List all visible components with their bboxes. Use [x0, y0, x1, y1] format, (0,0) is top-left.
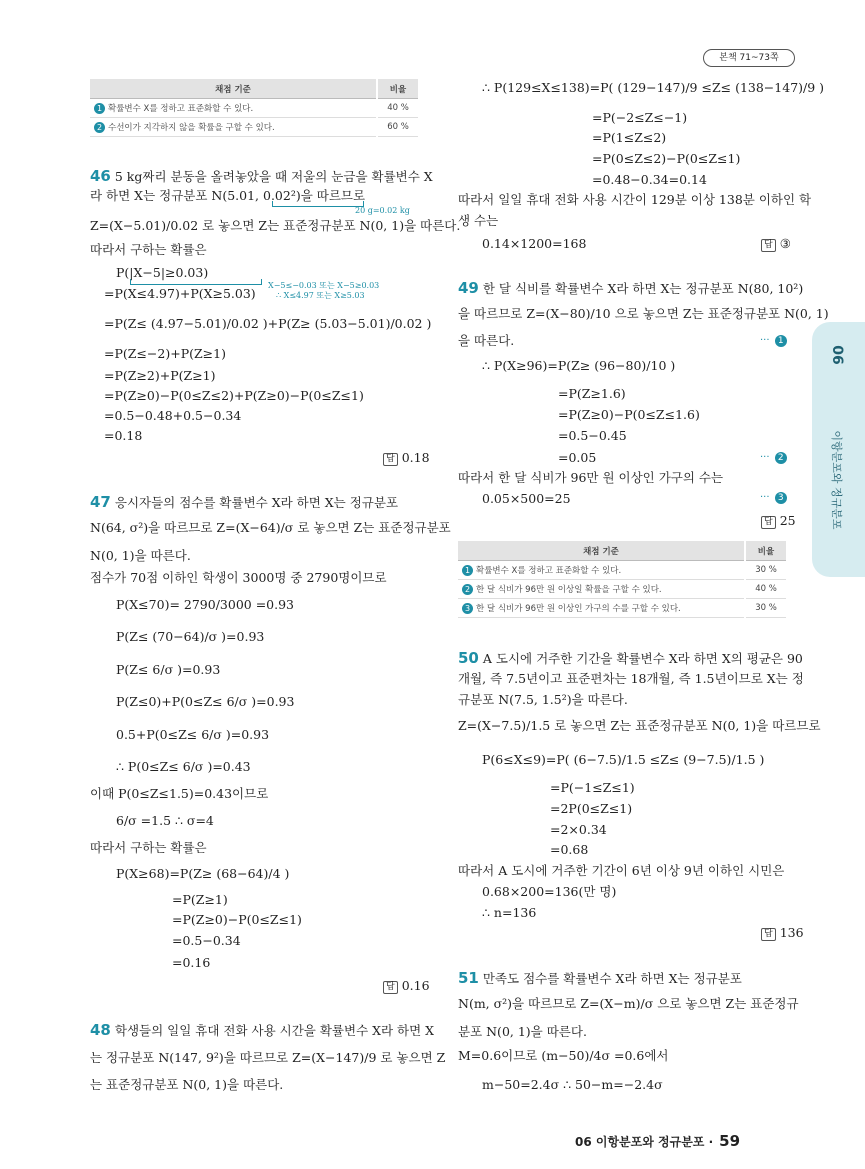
equation: =0.18 — [104, 428, 143, 443]
equation: P(6≤X≤9)=P( (6−7.5)/1.5 ≤Z≤ (9−7.5)/1.5 ) — [482, 752, 765, 767]
equation: =0.16 — [172, 955, 211, 970]
equation: ∴ P(X≥96)=P(Z≥ (96−80)/10 ) — [482, 358, 676, 373]
problem-46-line: Z=(X−5.01)/0.02 로 놓으면 Z는 표준정규분포 N(0, 1)을 따른다. — [90, 218, 461, 233]
table-row: 3 한 달 식비가 96만 원 이상인 가구의 수를 구할 수 있다. — [458, 599, 745, 618]
problem-47-line: 점수가 70점 이하인 학생이 3000명 중 2790명이므로 — [90, 570, 387, 585]
table-row: 2 한 달 식비가 96만 원 이상일 확률을 구할 수 있다. — [458, 580, 745, 599]
equation: 6/σ =1.5 ∴ σ=4 — [116, 813, 214, 828]
table-row: 1 확률변수 X를 정하고 표준화할 수 있다. — [90, 99, 377, 118]
answer-49: 답 25 — [761, 513, 796, 529]
equation: =P(X≤4.97)+P(X≥5.03) — [104, 286, 256, 301]
table-header: 채점 기준 — [458, 541, 745, 561]
equation: ∴ n=136 — [482, 905, 537, 920]
problem-49-line: 을 따르므로 Z=(X−80)/10 으로 놓으면 Z는 표준정규분포 N(0, 1) — [458, 306, 829, 321]
problem-49-line: 을 따른다. — [458, 333, 515, 348]
equation: ∴ P(0≤Z≤ 6/σ )=0.43 — [116, 759, 251, 774]
page-number: 59 — [719, 1132, 741, 1150]
problem-50-line: Z=(X−7.5)/1.5 로 놓으면 Z는 표준정규분포 N(0, 1)을 따르므로 — [458, 718, 821, 733]
equation: =0.5−0.45 — [558, 428, 627, 443]
problem-48-line: 48 학생들의 일일 휴대 전화 사용 시간을 확률변수 X라 하면 X — [90, 1021, 435, 1039]
answer-47: 답 0.16 — [383, 978, 430, 994]
underline-mark — [130, 279, 262, 285]
problem-48-line: 따라서 일일 휴대 전화 사용 시간이 129분 이상 138분 이하인 학 — [458, 192, 812, 207]
problem-46-line: 46 5 kg짜리 분동을 올려놓았을 때 저울의 눈금을 확률변수 X — [90, 167, 433, 185]
equation: 0.68×200=136(만 명) — [482, 884, 617, 899]
problem-46-line: 따라서 구하는 확률은 — [90, 242, 207, 257]
problem-48-line: 생 수는 — [458, 213, 499, 228]
equation: =P(−1≤Z≤1) — [550, 780, 635, 795]
equation: P(|X−5|≥0.03) — [116, 265, 209, 280]
equation: =P(Z≤−2)+P(Z≥1) — [104, 346, 226, 361]
table-header: 비율 — [377, 79, 418, 99]
equation: =P(Z≥2)+P(Z≥1) — [104, 368, 216, 383]
problem-47-line: N(64, σ²)을 따르므로 Z=(X−64)/σ 로 놓으면 Z는 표준정규분포 — [90, 520, 451, 535]
table-cell: 40 % — [745, 580, 786, 599]
grading-table-2 — [458, 541, 786, 618]
equation: =0.05 — [558, 450, 597, 465]
equation: =P(−2≤Z≤−1) — [592, 110, 688, 125]
equation: =0.68 — [550, 842, 589, 857]
annotation: X−5≤−0.03 또는 X−5≥0.03 — [268, 281, 380, 290]
page-footer: 06 이항분포와 정규분포 · 59 — [575, 1132, 741, 1150]
equation: =0.5−0.48+0.5−0.34 — [104, 408, 242, 423]
table-cell: 30 % — [745, 561, 786, 580]
equation: m−50=2.4σ ∴ 50−m=−2.4σ — [482, 1077, 663, 1092]
equation: 0.5+P(0≤Z≤ 6/σ )=0.93 — [116, 727, 270, 742]
equation: =P(0≤Z≤2)−P(0≤Z≤1) — [592, 151, 741, 166]
chapter-side-tab — [812, 322, 865, 577]
problem-50-line: 50 A 도시에 거주한 기간을 확률변수 X라 하면 X의 평균은 90 — [458, 649, 803, 667]
problem-49-line: 따라서 한 달 식비가 96만 원 이상인 가구의 수는 — [458, 470, 724, 485]
table-cell: 40 % — [377, 99, 418, 118]
answer-50: 답 136 — [761, 925, 804, 941]
equation: P(Z≤ 6/σ )=0.93 — [116, 662, 221, 677]
problem-51-line: N(m, σ²)을 따르므로 Z=(X−m)/σ 으로 놓으면 Z는 표준정규 — [458, 996, 799, 1011]
equation: =2×0.34 — [550, 822, 607, 837]
table-cell: 30 % — [745, 599, 786, 618]
equation: P(X≤70)= 2790/3000 =0.93 — [116, 597, 295, 612]
underline-mark — [272, 201, 364, 207]
footer-chapter: 06 이항분포와 정규분포 — [575, 1135, 705, 1149]
problem-51-line: 분포 N(0, 1)을 따른다. — [458, 1024, 587, 1039]
equation: ∴ P(129≤X≤138)=P( (129−147)/9 ≤Z≤ (138−147)/9 ) — [482, 80, 825, 95]
problem-47-line: 이때 P(0≤Z≤1.5)=0.43이므로 — [90, 786, 269, 801]
grading-table-1 — [90, 79, 418, 137]
equation: =P(Z≤ (4.97−5.01)/0.02 )+P(Z≥ (5.03−5.01)/0.02 ) — [104, 316, 432, 331]
step-marker: ··· 1 — [760, 335, 787, 347]
equation: =P(1≤Z≤2) — [592, 130, 667, 145]
equation: =P(Z≥1) — [172, 892, 228, 907]
problem-50-line: 개월, 즉 7.5년이고 표준편차는 18개월, 즉 1.5년이므로 X는 정 — [458, 671, 804, 686]
problem-48-line: 는 정규분포 N(147, 9²)을 따르므로 Z=(X−147)/9 로 놓으면 Z — [90, 1050, 446, 1065]
table-row: 1 확률변수 X를 정하고 표준화할 수 있다. — [458, 561, 745, 580]
answer-46: 답 0.18 — [383, 450, 430, 466]
problem-47-line: 따라서 구하는 확률은 — [90, 840, 207, 855]
problem-50-line: 규분포 N(7.5, 1.5²)을 따른다. — [458, 692, 628, 707]
table-header: 채점 기준 — [90, 79, 377, 99]
table-cell: 60 % — [377, 118, 418, 137]
header-tag: 본책 71~73쪽 — [703, 49, 795, 67]
equation: 0.14×1200=168 — [482, 236, 587, 251]
equation: =0.5−0.34 — [172, 933, 241, 948]
equation: P(Z≤0)+P(0≤Z≤ 6/σ )=0.93 — [116, 694, 295, 709]
problem-46-line: 라 하면 X는 정규분포 N(5.01, 0.02²)을 따르므로 — [90, 188, 366, 203]
answer-48: 답 ③ — [761, 236, 791, 252]
equation: P(X≥68)=P(Z≥ (68−64)/4 ) — [116, 866, 290, 881]
equation: =P(Z≥0)−P(0≤Z≤1) — [172, 912, 302, 927]
problem-49-line: 49 한 달 식비를 확률변수 X라 하면 X는 정규분포 N(80, 10²) — [458, 279, 804, 297]
table-row: 2 수선이가 지각하지 않을 확률을 구할 수 있다. — [90, 118, 377, 137]
equation: =P(Z≥0)−P(0≤Z≤1.6) — [558, 407, 700, 422]
problem-48-line: 는 표준정규분포 N(0, 1)을 따른다. — [90, 1077, 284, 1092]
equation: =P(Z≥0)−P(0≤Z≤2)+P(Z≥0)−P(0≤Z≤1) — [104, 388, 364, 403]
equation: P(Z≤ (70−64)/σ )=0.93 — [116, 629, 265, 644]
chapter-title: 이항분포와 정규분포 — [830, 430, 843, 530]
equation: 0.05×500=25 — [482, 491, 571, 506]
annotation: 20 g=0.02 kg — [355, 206, 410, 215]
problem-47-line: N(0, 1)을 따른다. — [90, 548, 191, 563]
step-marker: ··· 2 — [760, 452, 787, 464]
annotation: ∴ X≤4.97 또는 X≥5.03 — [276, 291, 365, 300]
problem-47-line: 47 응시자들의 점수를 확률변수 X라 하면 X는 정규분포 — [90, 493, 399, 511]
step-marker: ··· 3 — [760, 492, 787, 504]
table-header: 비율 — [745, 541, 786, 561]
problem-51-line: 51 만족도 점수를 확률변수 X라 하면 X는 정규분포 — [458, 969, 742, 987]
equation: =0.48−0.34=0.14 — [592, 172, 707, 187]
problem-50-line: 따라서 A 도시에 거주한 기간이 6년 이상 9년 이하인 시민은 — [458, 863, 785, 878]
equation: =P(Z≥1.6) — [558, 386, 626, 401]
problem-51-line: M=0.6이므로 (m−50)/4σ =0.6에서 — [458, 1048, 669, 1063]
equation: =2P(0≤Z≤1) — [550, 801, 633, 816]
chapter-number: 06 — [829, 345, 845, 365]
